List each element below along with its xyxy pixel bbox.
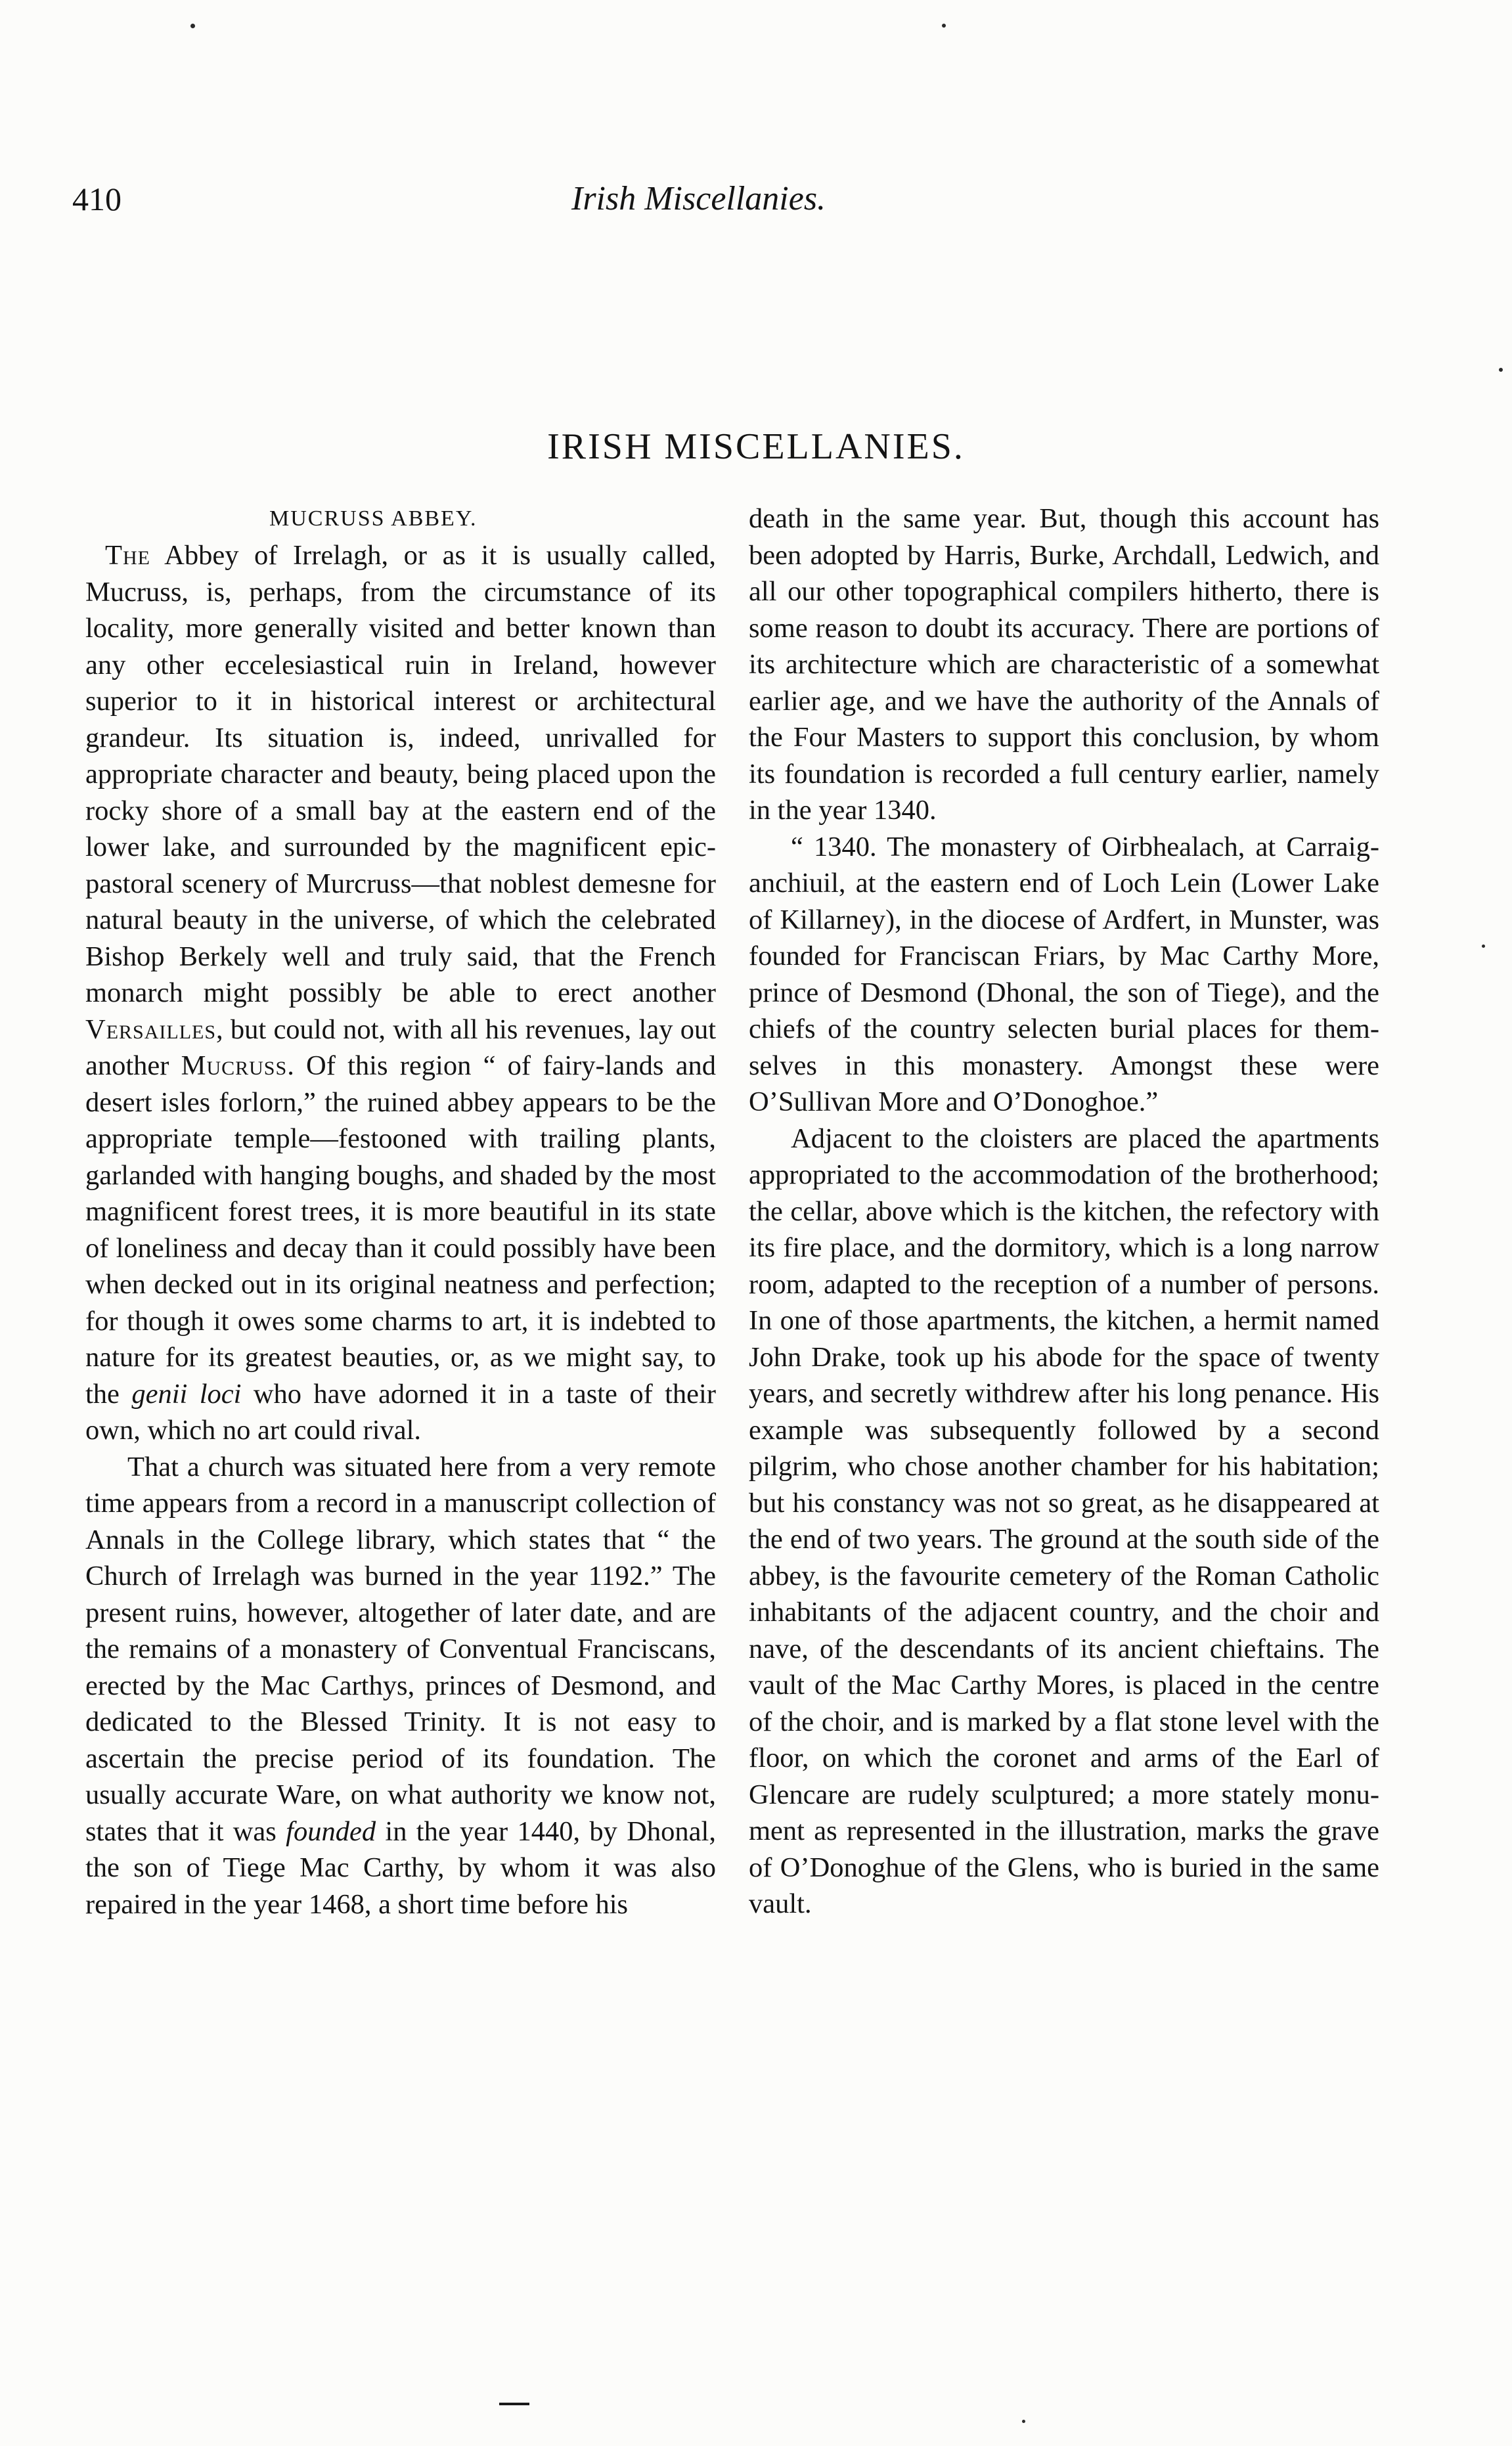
paragraph-1-text-b: , but could not, with all his revenues, lay out another	[85, 1013, 716, 1081]
paragraph-1-text-d: who have adorned it in a taste of their own, which no art could rival.	[85, 1378, 716, 1446]
paragraph-2	[85, 1449, 716, 1923]
paragraph-1-text-c: . Of this region “ of fairy-lands and desert isles forlorn,” the ruined abbey appears to be the appropriate temple—festooned with trailing plants, garlanded with hanging boughs, and shaded by the most magnificent forest trees, it is more beautiful in its state of loneliness and decay than it could possibly have been when decked out in its original neatness and perfection; for though it owes some charms to art, it is indebted to nature for its greatest beauties, or, as we might say, to the	[85, 1050, 716, 1410]
paragraph-2-text-b: in the year 1440, by Dhonal, the son of Tiege Mac Carthy, by whom it was also repaired in the year 1468, a short time before his	[85, 1815, 716, 1920]
scan-speck	[942, 24, 946, 28]
scan-speck	[1482, 945, 1485, 948]
genii-loci-italic: genii loci	[131, 1378, 242, 1410]
paragraph-5: Adjacent to the cloisters are placed the apartments appropriated to the accommodation of the brotherhood; the cellar, above which is the kitchen, the refectory with its fire place, and the dormitory, which is a long narrow room, adapted to the reception of a number of persons. In one of those apartments, the kitchen, a hermit named John Drake, took up his abode for the space of twenty years, and secretly withdrew after his long penance. His example was subsequently followed by a second pilgrim, who chose another chamber for his habitation; but his constancy was not so great, as he disappeared at the end of two years. The ground at the south side of the abbey, is the favourite cemetery of the Roman Catholic inhabitants of the adjacent country, and the choir and nave, of the descendants of its ancient chieftains. The vault of the Mac Carthy Mores, is placed in the centre of the choir, and is marked by a flat stone level with the floor, on which the coronet and arms of the Earl of Glencare are rudely sculptured; a more stately monument as represented in the illustration, marks the grave of O’Donoghue of the Glens, who is buried in the same vault.	[749, 1123, 1379, 1919]
mucruss-smallcaps: Mucruss	[181, 1050, 288, 1081]
paragraph-3: death in the same year. But, though this account has been adopted by Harris, Burke, Archdall, Ledwich, and all our other topographical compilers hitherto, there is some reason to doubt its accuracy. There are portions of its architecture which are characteristic of a somewhat earlier age, and we have the authority of the Annals of the Four Masters to support this conclusion, by whom its foundation is recorded a full century earlier, namely in the year 1340.	[749, 503, 1379, 826]
footer-rule	[499, 2403, 529, 2405]
founded-italic: founded	[286, 1815, 376, 1847]
right-column	[749, 500, 1379, 1923]
article-title: IRISH MISCELLANIES.	[547, 426, 965, 467]
versailles-smallcaps: Versailles	[85, 1013, 217, 1045]
section-heading: MUCRUSS ABBEY.	[269, 506, 478, 531]
running-head	[72, 176, 1386, 222]
paragraph-1-text-a: Abbey of Irrelagh, or as it is usually called, Mucruss, is, perhaps, from the circumstance of its locality, more generally visited and better known than any other eccelesiastical ruin in Ireland, however superior to it in historical interest or architectural grandeur. Its situation is, indeed, unrivalled for appropriate character and beauty, being placed upon the rocky shore of a small bay at the eastern end of the lower lake, and surrounded by the magnificent epic-pastoral scenery of Murcruss—that noblest demesne for natural beauty in the universe, of which the celebrated Bishop Berkely well and truly said, that the French monarch might possibly be able to erect another	[85, 540, 716, 1008]
scan-speck	[1499, 368, 1503, 372]
scan-speck	[1022, 2420, 1025, 2423]
paragraph-1	[85, 537, 716, 1449]
drop-word: The	[105, 540, 150, 571]
paragraph-2-text-a: That a church was situated here from a very remote time appears from a record in a manuscript collection of Annals in the College library, which states that “ the Church of Irrelagh was burned in the year 1192.” The present ruins, however, altogether of later date, and are the remains of a monastery of Conventual Franciscans, erected by the Mac Carthys, princes of Desmond, and dedicated to the Blessed Trinity. It is not easy to ascertain the precise period of its foundation. The usually accurate Ware, on what authority we know not, states that it was	[85, 1451, 716, 1847]
left-column	[85, 500, 716, 1923]
scan-speck	[190, 24, 195, 28]
running-title: Irish Miscellanies.	[571, 180, 826, 217]
page-number: 410	[72, 181, 122, 217]
paragraph-4-quotation: “ 1340. The monastery of Oirbhealach, at Carraig-anchiuil, at the eastern end of Loch Lein (Lower Lake of Killarney), in the diocese of Ardfert, in Munster, was founded for Franciscan Friars, by Mac Carthy More, prince of Desmond (Dhonal, the son of Tiege), and the chiefs of the country selecten burial places for themselves in this monastery. Amongst these were O’Sullivan More and O’Donoghoe.”	[749, 831, 1379, 1117]
